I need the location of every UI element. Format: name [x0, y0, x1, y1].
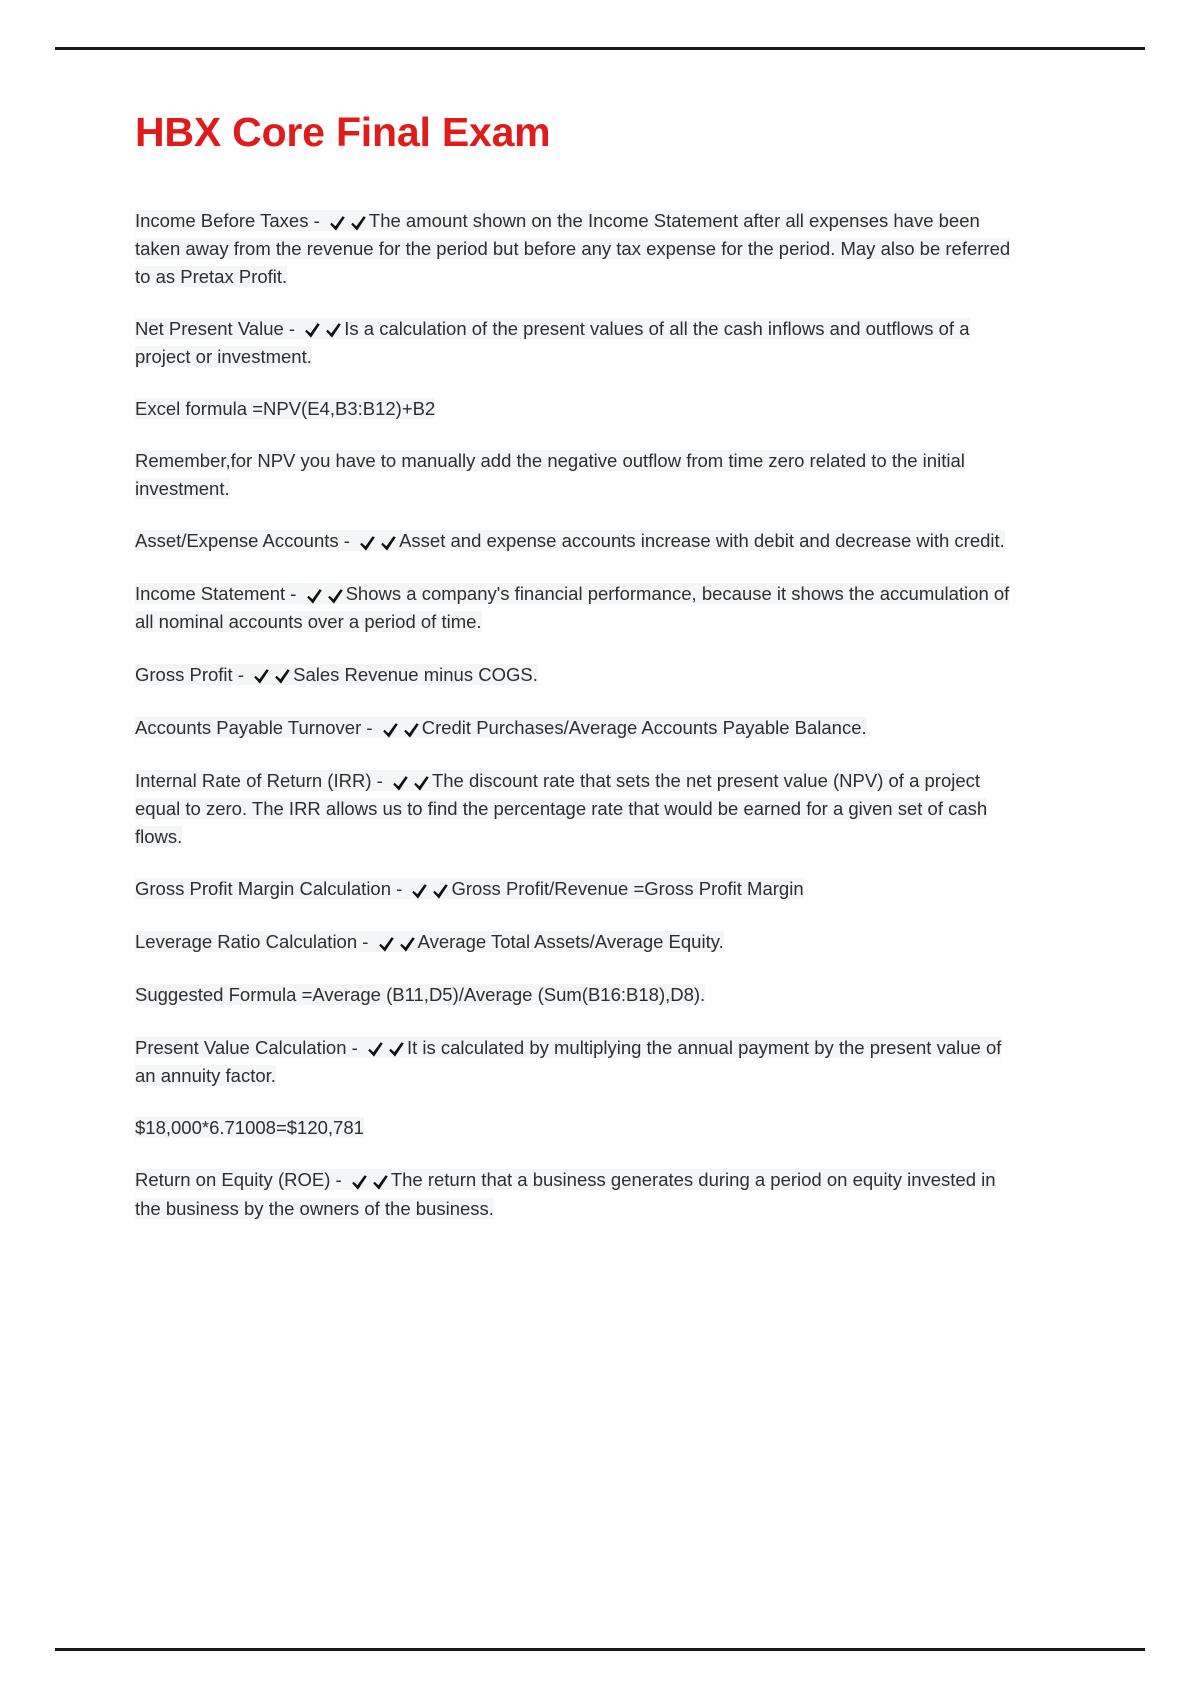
check-mark-icon [350, 214, 367, 233]
entry-term: Leverage Ratio Calculation [135, 931, 358, 953]
check-mark-icon [413, 774, 430, 793]
double-check-icon [411, 876, 449, 903]
check-mark-icon [378, 935, 395, 954]
definition-entry [135, 315, 1015, 370]
highlight-run [135, 583, 1009, 632]
highlight-run [135, 664, 538, 685]
highlight-run [135, 530, 1005, 551]
highlight-run [135, 717, 867, 738]
entry-separator: - [313, 210, 320, 232]
entry-definition: The amount shown on the Income Statement after all expenses have been taken away from the revenue for the period but before any tax expense for the period. May also be referred to as Pretax Profit. [135, 210, 1011, 287]
highlight-run [135, 878, 804, 899]
entry-term: Income Before Taxes [135, 210, 309, 232]
entry-definition: Asset and expense accounts increase with debit and decrease with credit. [399, 529, 1005, 551]
entry-definition: Is a calculation of the present values of all the cash inflows and outflows of a project or investment. [135, 317, 970, 368]
definition-entry [135, 928, 1015, 956]
entry-term: Present Value Calculation [135, 1036, 347, 1058]
note-text: $18,000*6.71008=$120,781 [135, 1117, 364, 1139]
page-title: HBX Core Final Exam [135, 109, 551, 155]
check-mark-icon [327, 587, 344, 606]
entry-term: Asset/Expense Accounts [135, 529, 339, 551]
highlight-run [135, 1169, 996, 1218]
check-mark-icon [380, 534, 397, 553]
entry-separator: - [396, 877, 403, 899]
double-check-icon [378, 929, 416, 956]
check-mark-icon [304, 321, 321, 340]
entry-definition: It is calculated by multiplying the annual payment by the present value of an annuity factor. [135, 1036, 1002, 1086]
check-mark-icon [399, 935, 416, 954]
entry-term: Gross Profit Margin Calculation [135, 877, 392, 899]
check-mark-icon [382, 721, 399, 740]
entry-term: Internal Rate of Return (IRR) [135, 770, 372, 792]
highlight-run [135, 770, 987, 846]
double-check-icon [306, 581, 344, 608]
entry-separator: - [376, 770, 383, 792]
entry-definition: The return that a business generates during a period on equity invested in the business by the owners of the business. [135, 1169, 996, 1219]
double-check-icon [392, 768, 430, 795]
entry-term: Accounts Payable Turnover [135, 716, 362, 738]
definition-entry [135, 207, 1015, 290]
double-check-icon [329, 208, 367, 235]
check-mark-icon [372, 1173, 389, 1192]
check-mark-icon [392, 774, 409, 793]
check-mark-icon [432, 882, 449, 901]
note-paragraph [135, 395, 1015, 422]
entry-separator: - [366, 716, 373, 738]
note-text: Suggested Formula =Average (B11,D5)/Average (Sum(B16:B18),D8). [135, 984, 706, 1006]
definition-entry [135, 527, 1015, 555]
double-check-icon [351, 1167, 389, 1194]
entry-separator: - [335, 1169, 342, 1191]
highlight-run [135, 318, 970, 367]
entry-term: Income Statement [135, 583, 286, 605]
entry-definition: Gross Profit/Revenue =Gross Profit Margin [451, 877, 804, 899]
highlight-run [135, 1037, 1001, 1086]
entry-list [135, 207, 1015, 1222]
entry-separator: - [351, 1036, 358, 1058]
check-mark-icon [253, 667, 270, 686]
definition-entry [135, 661, 1015, 689]
check-mark-icon [411, 882, 428, 901]
entry-definition: The discount rate that sets the net present value (NPV) of a project equal to zero. The IRR allows us to find the percentage rate that would be earned for a given set of cash flows. [135, 770, 988, 847]
entry-separator: - [343, 529, 350, 551]
entry-separator: - [362, 931, 369, 953]
check-mark-icon [367, 1040, 384, 1059]
double-check-icon [304, 316, 342, 343]
double-check-icon [359, 528, 397, 555]
entry-term: Gross Profit [135, 663, 233, 685]
entry-definition: Sales Revenue minus COGS. [293, 663, 538, 685]
entry-term: Net Present Value [135, 317, 284, 339]
note-paragraph [135, 1114, 1015, 1141]
check-mark-icon [403, 721, 420, 740]
entry-term: Return on Equity (ROE) [135, 1169, 331, 1191]
check-mark-icon [306, 587, 323, 606]
highlight-run [135, 931, 724, 952]
check-mark-icon [325, 321, 342, 340]
check-mark-icon [274, 667, 291, 686]
definition-entry [135, 714, 1015, 742]
double-check-icon [367, 1035, 405, 1062]
definition-entry [135, 1166, 1015, 1221]
entry-definition: Credit Purchases/Average Accounts Payable Balance. [421, 716, 867, 738]
entry-separator: - [288, 317, 296, 339]
check-mark-icon [351, 1173, 368, 1192]
note-text: Remember,for NPV you have to manually add the negative outflow from time zero related to the initial investment. [135, 450, 965, 499]
entry-separator: - [237, 663, 244, 685]
check-mark-icon [388, 1040, 405, 1059]
definition-entry [135, 580, 1015, 635]
highlight-run [135, 210, 1010, 286]
definition-entry [135, 875, 1015, 903]
entry-separator: - [290, 583, 297, 605]
definition-entry [135, 1034, 1015, 1089]
double-check-icon [253, 662, 291, 689]
definition-entry [135, 767, 1015, 850]
document-body [135, 110, 1015, 1222]
check-mark-icon [359, 534, 376, 553]
note-paragraph [135, 447, 1015, 501]
check-mark-icon [329, 214, 346, 233]
entry-definition: Shows a company's financial performance, because it shows the accumulation of all nominal accounts over a period of time. [135, 583, 1010, 633]
note-paragraph [135, 981, 1015, 1008]
double-check-icon [382, 715, 420, 742]
header-rule [55, 47, 1145, 50]
footer-rule [55, 1648, 1145, 1651]
entry-definition: Average Total Assets/Average Equity. [417, 931, 724, 953]
note-text: Excel formula =NPV(E4,B3:B12)+B2 [135, 398, 436, 420]
